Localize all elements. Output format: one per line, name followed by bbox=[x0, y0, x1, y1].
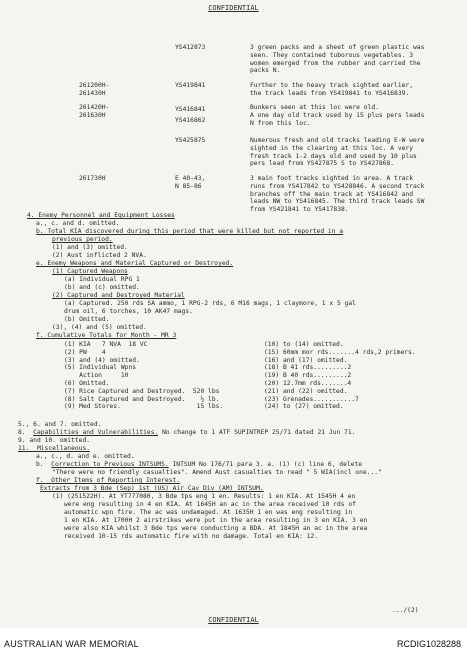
body-line: 4. Enemy Personnel and Equipment Losses bbox=[27, 212, 175, 219]
table-description-line: pers lead from YS427875 S to YS427868. bbox=[250, 160, 395, 168]
totals-right-item: (20) 12.7mm rds.......4 bbox=[264, 380, 352, 387]
body-line: a., c. and d. omitted. bbox=[36, 220, 120, 227]
table-description-line: A one day old track used by 15 plus pers leads bbox=[250, 111, 425, 119]
table-description-line: sighted in the clearing at this loc. A very bbox=[250, 144, 414, 152]
table-description-line: 3 green packs and a sheet of green plastic was bbox=[250, 44, 425, 51]
body-line: (2) Aust inflicted 2 NVA. bbox=[52, 252, 147, 259]
table-description-line: women emerged from the rubber and carried the bbox=[250, 59, 421, 67]
totals-right-item: (24) to (27) omitted. bbox=[264, 403, 344, 411]
table-grid-ref: YS419841 bbox=[175, 82, 206, 89]
totals-right-item: (18) B 41 rds.........2 bbox=[264, 364, 352, 372]
table-description-line: branches off the main track at YS416842 and bbox=[250, 190, 414, 198]
table-description-line: 3 main foot tracks sighted in area. A track bbox=[250, 175, 414, 182]
tail-line: were eng resulting in 4 en KIA. At 1645H an ac in the area received 10 rds of bbox=[64, 501, 356, 508]
totals-left-item: (2) PW 4 bbox=[64, 348, 106, 356]
table-grid-ref: YS425875 bbox=[175, 137, 206, 144]
classification-footer: CONFIDENTIAL bbox=[208, 616, 259, 624]
body-line: (3), (4) and (5) omitted. bbox=[52, 324, 147, 331]
totals-right-item: (19) B 40 rds.........2 bbox=[264, 372, 352, 380]
tail-line: 11. Miscellaneous. bbox=[18, 445, 91, 452]
totals-right-item: (23) Grenades...........7 bbox=[264, 395, 359, 403]
table-time: 261200H- 261430H bbox=[79, 82, 110, 97]
underlined-heading: Capabilities and Vulnerabilities. bbox=[33, 429, 159, 436]
body-line: f. Cumulative Totals for Month - MR 3 bbox=[36, 332, 177, 339]
totals-left-item: (7) Rice Captured and Destroyed. 520 lbs bbox=[64, 387, 220, 395]
body-line: (1) and (3) omitted. bbox=[52, 244, 128, 251]
totals-left-item: (8) Salt Captured and Destroyed. ½ lb. bbox=[64, 395, 220, 403]
table-time: 261420H- 261630H bbox=[79, 104, 110, 119]
body-line: b. Total KIA discovered during this period that were killed but not reported in a bbox=[36, 228, 344, 235]
totals-left-item: (6) Omitted. bbox=[64, 380, 110, 387]
table-grid-ref: E 40-43, N 85-86 bbox=[175, 175, 206, 190]
table-description-line: Bunkers seen at this loc were old. bbox=[250, 104, 379, 111]
table-description-line: fresh track 1-2 days old and used by 10 plus bbox=[250, 152, 417, 160]
body-line: e. Enemy Weapons and Material Captured or Destroyed. bbox=[36, 260, 234, 267]
table-grid-ref: YS412873 bbox=[175, 44, 206, 51]
table-description-line: Further to the heavy track sighted earlier, bbox=[250, 82, 414, 89]
table-description-line: seen. They contained tuborous vegetables. 3 bbox=[250, 51, 414, 59]
table-description-line: leads NW to YS416845. The third track leads SW bbox=[250, 198, 425, 206]
totals-left-item: Action 10 bbox=[64, 372, 129, 380]
record-id: RCDIG1028288 bbox=[396, 639, 461, 649]
totals-right-item: (16) and (17) omitted. bbox=[264, 356, 348, 364]
totals-left-item: (3) and (4) omitted. bbox=[64, 356, 140, 364]
table-description-line: runs from YS417842 to YS428846. A second track bbox=[250, 182, 425, 190]
tail-line: 1 en KIA. At 1700H 2 airstrikes were put in the area resulting in 3 en KIA. 3 en bbox=[64, 517, 368, 524]
tail-line: a., c., d. and e. omitted. bbox=[36, 453, 135, 460]
totals-left-item: (5) Individual Wpns bbox=[64, 364, 137, 372]
totals-right-item: (21) and (22) omitted. bbox=[264, 387, 348, 395]
tail-line: 5., 6. and 7. omitted. bbox=[18, 421, 102, 428]
table-description-line: Numerous fresh and old tracks leading E-W were bbox=[250, 137, 425, 144]
body-line: previous period. bbox=[52, 236, 113, 243]
table-grid-ref: YS416841 YS416862 bbox=[175, 106, 206, 124]
tail-line: received 10-15 rds automatic fire with no damage. Total en KIA: 12. bbox=[64, 533, 319, 540]
classification-header: CONFIDENTIAL bbox=[208, 4, 259, 12]
body-line: (1) Captured Weapons bbox=[52, 268, 128, 275]
archive-footer bbox=[0, 628, 467, 654]
underlined-heading: Correction to Previous INTSUMS. bbox=[51, 461, 169, 468]
tail-line: automatic wpn fire. The ac was undamaged. At 1635H 1 en was eng resulting in bbox=[64, 509, 353, 516]
tail-line: 9. and 10. omitted. bbox=[18, 437, 91, 444]
continuation-marker: .../(2) bbox=[392, 607, 419, 614]
tail-line: 8. Capabilities and Vulnerabilities. No change to 1 ATF SUPINTREP 25/71 dated 21 Jun 71. bbox=[18, 429, 356, 436]
tail-line: b. Correction to Previous INTSUMS. INTSUM No 176/71 para 3. a. (1) (c) line 6, delete bbox=[36, 461, 363, 468]
tail-line: were also KIA whilst 3 Bde tps were conducting a BDA. At 1845H an ac in the area bbox=[64, 525, 368, 532]
totals-left-item: (1) KIA 7 NVA 18 VC bbox=[64, 341, 148, 348]
body-line: (b) and (c) omitted. bbox=[64, 284, 140, 291]
table-description-line: packs N. bbox=[250, 67, 281, 75]
table-description-line: N from this loc. bbox=[250, 119, 311, 127]
tail-line: "There were no friendly casualties". Amend Aust casualties to read " 5 WIA(incl one..." bbox=[52, 469, 382, 476]
tail-line: Extracts from 3 Bde (Sep) 1st (US) Air Cav Div (AM) INTSUM. bbox=[40, 485, 264, 492]
table-description-line: the track leads from YS419841 to YS416839. bbox=[250, 89, 410, 97]
table-description-line: from YS421841 to YS417838. bbox=[250, 206, 349, 214]
body-line: (2) Captured and Destroyed Material bbox=[52, 292, 185, 299]
tail-line: f. Other Items of Reporting Interest. bbox=[36, 477, 181, 484]
body-line: (a) Individual RPG 1 bbox=[64, 276, 140, 283]
totals-right-item: (15) 60mm mor rds.......4 rds,2 primers. bbox=[264, 348, 416, 356]
archive-name: AUSTRALIAN WAR MEMORIAL bbox=[4, 639, 139, 649]
body-line: drum oil, 6 torches, 10 AK47 mags. bbox=[64, 308, 193, 315]
tail-line: (1) (251522H). At YT777080, 3 Bde tps eng 1 en. Results: 1 en KIA. At 1545H 4 en bbox=[52, 493, 356, 500]
totals-left-item: (9) Med Stores. 15 lbs. bbox=[64, 403, 224, 411]
table-time: 261730H bbox=[79, 175, 106, 182]
body-line: (a) Captured. 250 rds SA ammo, 1 RPG-2 rds, 6 M16 mags, 1 claymore, 1 x 5 gal bbox=[64, 300, 356, 307]
body-line: (b) Omitted. bbox=[64, 316, 110, 323]
totals-right-item: (10) to (14) omitted. bbox=[264, 341, 344, 348]
